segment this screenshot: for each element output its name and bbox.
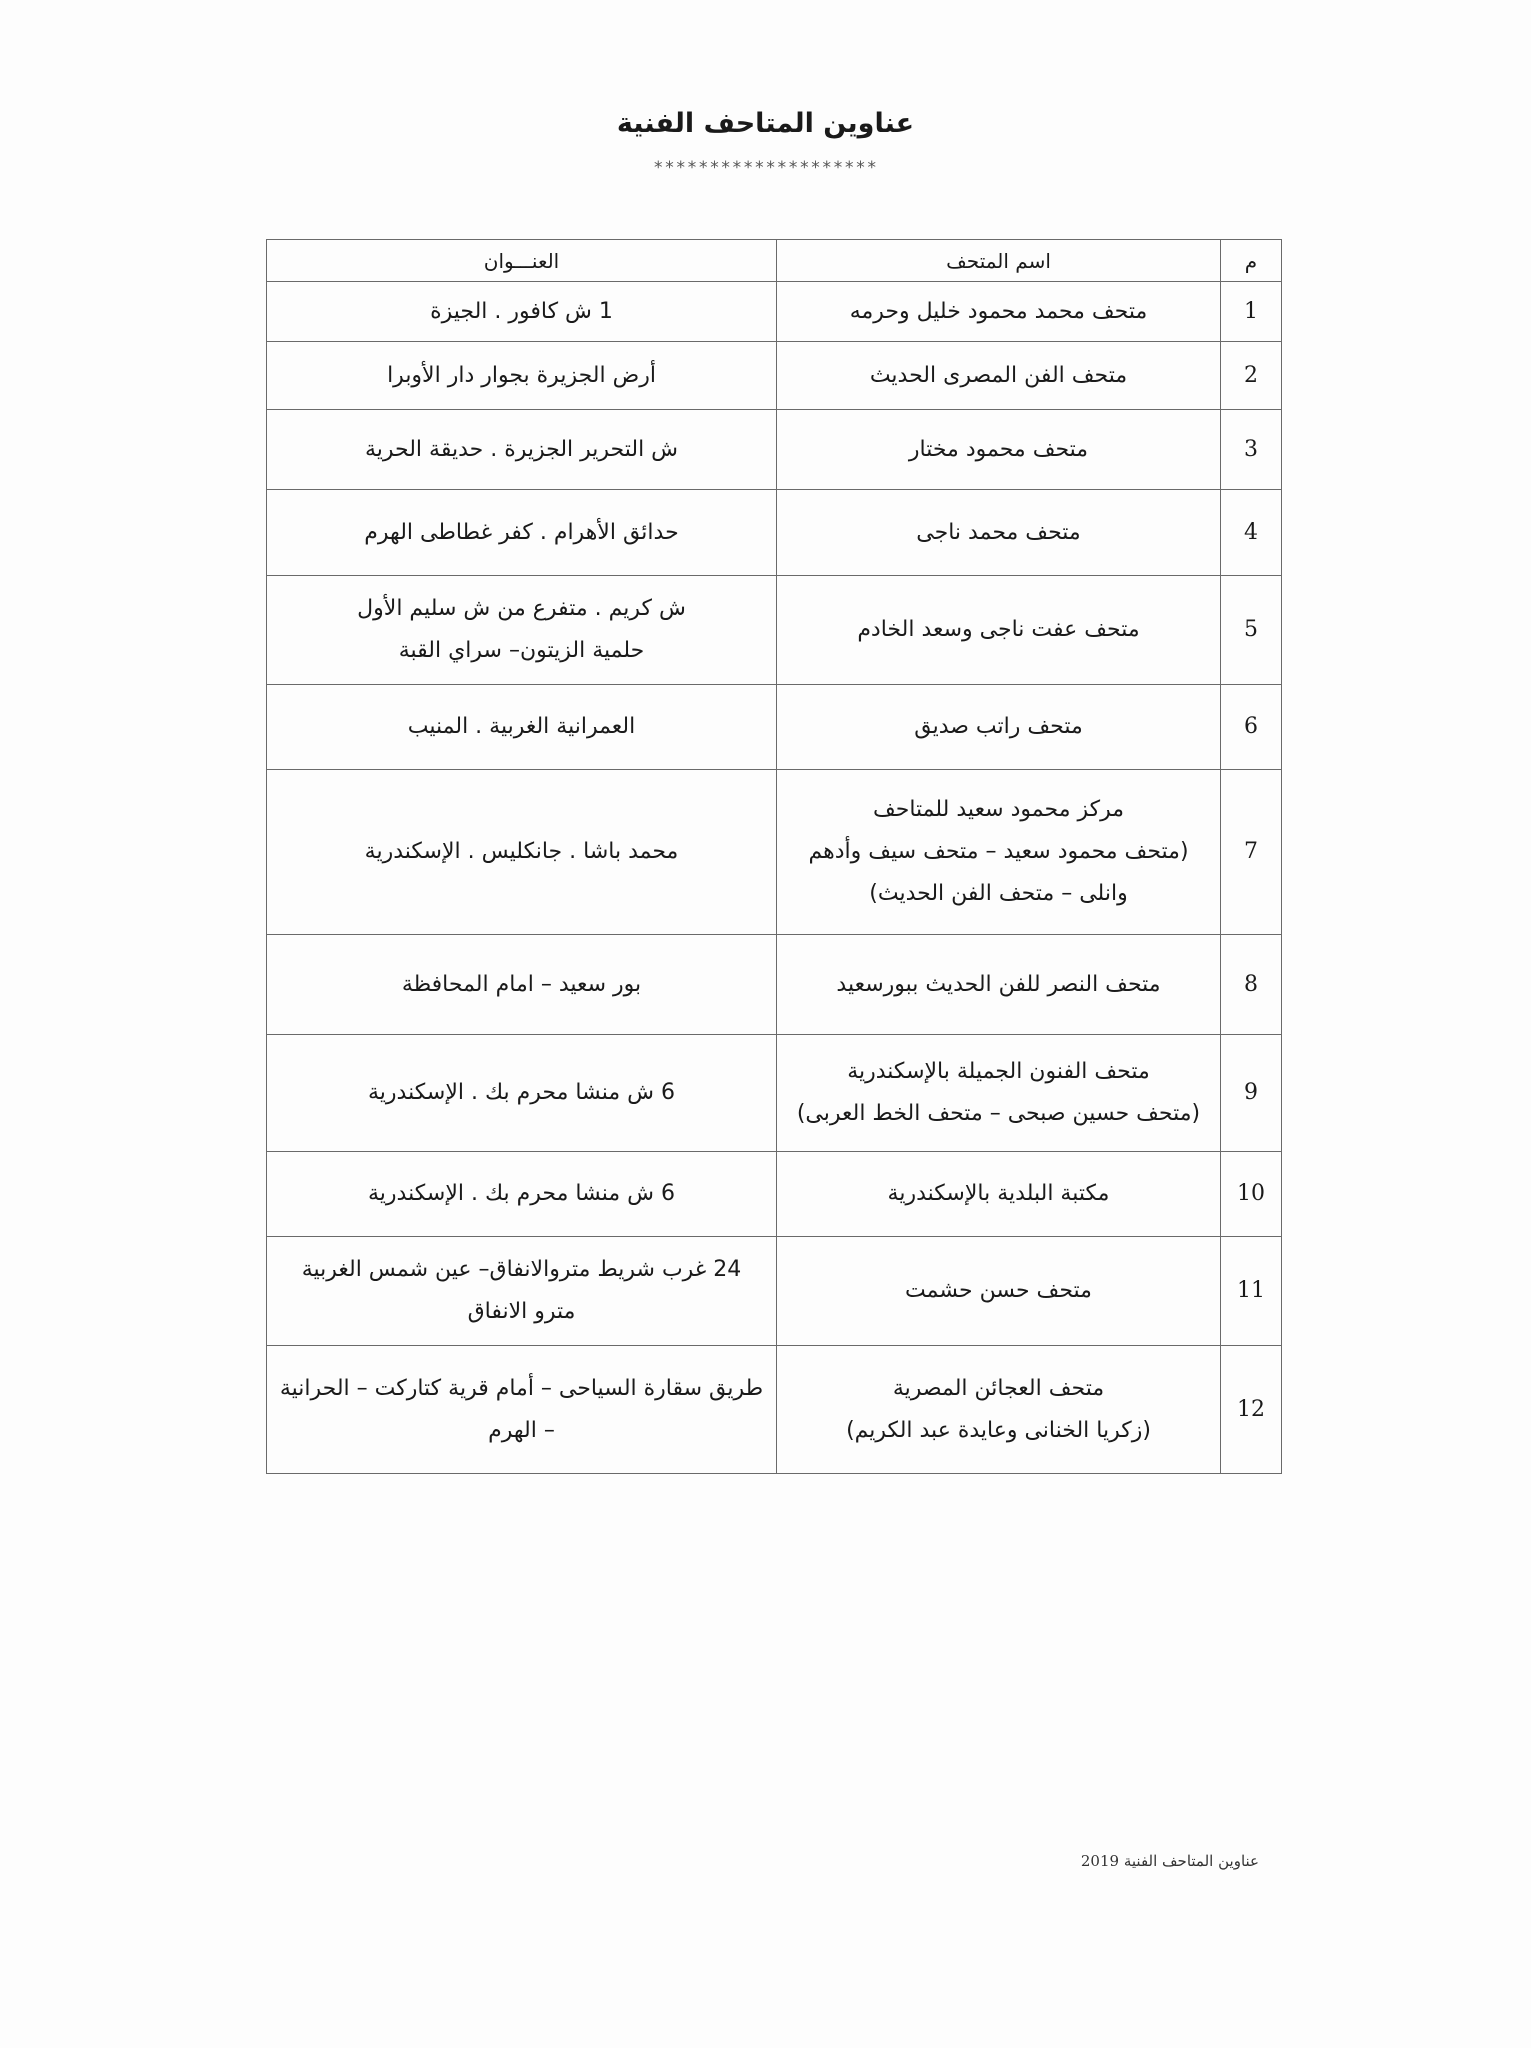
museum-name-cell — [777, 935, 1221, 1035]
museum-name-cell — [777, 576, 1221, 685]
museum-name-cell — [777, 490, 1221, 576]
museum-name-line: مركز محمود سعيد للمتاحف — [872, 797, 1125, 823]
museum-name-line: متحف الفن المصرى الحديث — [869, 362, 1128, 388]
address-cell — [267, 935, 777, 1035]
row-number: 5 — [1221, 576, 1282, 685]
address-cell — [267, 1346, 777, 1474]
table-row — [267, 1237, 1282, 1346]
museum-name-line: متحف عفت ناجى وسعد الخادم — [857, 617, 1140, 643]
address-cell — [267, 685, 777, 770]
museum-name-line: متحف الفنون الجميلة بالإسكندرية — [847, 1059, 1150, 1085]
row-number: 11 — [1221, 1237, 1282, 1346]
table-row — [267, 935, 1282, 1035]
row-number: 3 — [1221, 410, 1282, 490]
row-number: 6 — [1221, 685, 1282, 770]
table-row — [267, 410, 1282, 490]
address-line: 6 ش منشا محرم بك . الإسكندرية — [368, 1181, 675, 1207]
table-header-row — [267, 240, 1282, 282]
address-cell — [267, 342, 777, 410]
header-museum-name: اسم المتحف — [777, 240, 1221, 282]
museum-name-line: متحف محمود مختار — [908, 436, 1089, 462]
table-row — [267, 770, 1282, 935]
museum-name-line: متحف محمد ناجى — [916, 519, 1081, 545]
table-row — [267, 1346, 1282, 1474]
address-cell — [267, 490, 777, 576]
row-number: 8 — [1221, 935, 1282, 1035]
address-line: 6 ش منشا محرم بك . الإسكندرية — [368, 1080, 675, 1106]
row-number: 9 — [1221, 1035, 1282, 1152]
table-row — [267, 490, 1282, 576]
address-line: 24 غرب شريط متروالانفاق– عين شمس الغربية — [301, 1257, 742, 1283]
address-line: حلمية الزيتون– سراي القبة — [398, 638, 645, 663]
row-number: 12 — [1221, 1346, 1282, 1474]
header-number: م — [1221, 240, 1282, 282]
address-cell — [267, 1237, 777, 1346]
table-row — [267, 685, 1282, 770]
address-line: ش التحرير الجزيرة . حديقة الحرية — [364, 436, 679, 462]
museum-name-line: مكتبة البلدية بالإسكندرية — [887, 1181, 1110, 1207]
museum-name-cell — [777, 1237, 1221, 1346]
museum-name-line: (متحف محمود سعيد – متحف سيف وأدهم — [808, 839, 1189, 865]
address-line: ش كريم . متفرع من ش سليم الأول — [357, 596, 686, 622]
row-number: 1 — [1221, 282, 1282, 342]
museum-name-cell — [777, 685, 1221, 770]
address-line: طريق سقارة السياحى – أمام قرية كتاركت – الحرانية — [279, 1375, 764, 1401]
museum-name-line: (متحف حسين صبحى – متحف الخط العربى) — [796, 1101, 1201, 1126]
museums-table — [266, 239, 1282, 1474]
address-line: – الهرم — [488, 1417, 555, 1443]
address-cell — [267, 1035, 777, 1152]
table-row — [267, 342, 1282, 410]
page-title: عناوين المتاحف الفنية — [616, 108, 915, 139]
museum-name-line: (زكريا الخنانى وعايدة عبد الكريم) — [846, 1417, 1151, 1443]
museum-name-cell — [777, 410, 1221, 490]
address-line: مترو الانفاق — [467, 1299, 576, 1324]
address-cell — [267, 770, 777, 935]
museum-name-cell — [777, 1346, 1221, 1474]
museum-name-cell — [777, 770, 1221, 935]
header-address: العنـــوان — [267, 240, 777, 282]
row-number: 4 — [1221, 490, 1282, 576]
address-cell — [267, 1152, 777, 1237]
address-cell — [267, 410, 777, 490]
museum-name-line: متحف راتب صديق — [914, 714, 1083, 740]
museum-name-cell — [777, 1035, 1221, 1152]
row-number: 2 — [1221, 342, 1282, 410]
museum-name-line: وانلى – متحف الفن الحديث) — [869, 880, 1128, 906]
row-number: 7 — [1221, 770, 1282, 935]
museum-name-line: متحف النصر للفن الحديث ببورسعيد — [836, 971, 1161, 997]
page-footer: عناوين المتاحف الفنية 2019 — [1080, 1852, 1259, 1870]
museum-name-line: متحف محمد محمود خليل وحرمه — [849, 298, 1148, 324]
table-row — [267, 282, 1282, 342]
address-cell — [267, 576, 777, 685]
address-line: بور سعيد – امام المحافظة — [401, 971, 642, 997]
title-underline-stars: ******************** — [653, 158, 878, 178]
museum-name-line: متحف حسن حشمت — [905, 1278, 1092, 1304]
museum-name-line: متحف العجائن المصرية — [892, 1375, 1105, 1401]
table-row — [267, 576, 1282, 685]
address-line: أرض الجزيرة بجوار دار الأوبرا — [387, 362, 656, 388]
museum-name-cell — [777, 342, 1221, 410]
address-line: 1 ش كافور . الجيزة — [430, 298, 613, 324]
row-number: 10 — [1221, 1152, 1282, 1237]
museum-name-cell — [777, 282, 1221, 342]
address-line: محمد باشا . جانكليس . الإسكندرية — [364, 839, 679, 865]
address-line: العمرانية الغربية . المنيب — [407, 714, 636, 740]
address-line: حدائق الأهرام . كفر غطاطى الهرم — [364, 519, 679, 545]
table-row — [267, 1035, 1282, 1152]
museum-name-cell — [777, 1152, 1221, 1237]
table-row — [267, 1152, 1282, 1237]
address-cell — [267, 282, 777, 342]
table-body — [267, 282, 1282, 1474]
